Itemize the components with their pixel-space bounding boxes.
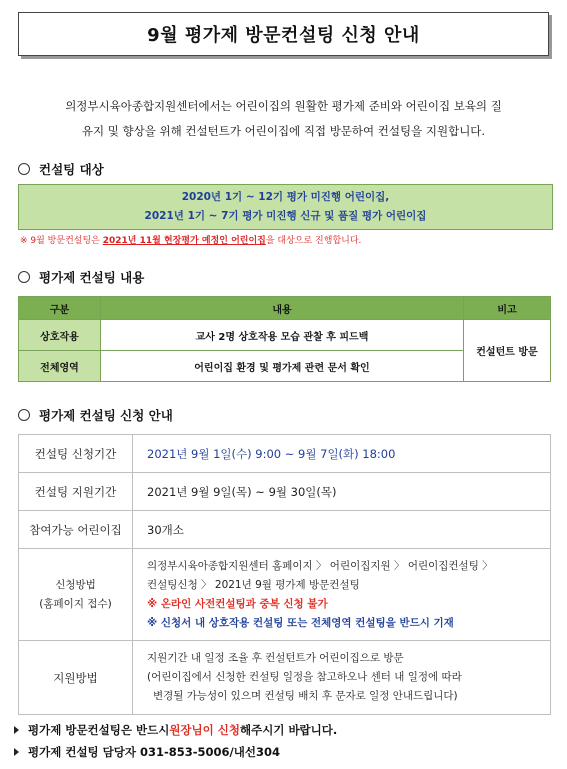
note-text: ※ 9월 방문컨설팅은 [20,236,103,246]
table-row [19,473,551,511]
target-line: 2020년 1기 ~ 12기 평가 미진행 어린이집, [181,191,390,203]
footer-text: 해주시기 바랍니다. [240,723,338,737]
value-line: 컨설팅신청 〉 2021년 9월 평가제 방문컨설팅 [147,578,360,591]
section-content-heading [18,268,144,286]
circle-bullet-icon [18,163,30,175]
table-cell: 컨설턴트 방문 [464,320,551,382]
footer-text: 평가제 방문컨설팅은 반드시 [28,723,170,737]
table-cell: 상호작용 [19,320,101,351]
apply-table [18,434,551,715]
row-value: 30개소 [133,511,551,549]
table-cell: 전체영역 [19,351,101,382]
table-row [19,320,551,351]
target-note [20,233,361,246]
notice-line: ※ 신청서 내 상호작용 컨설팅 또는 전체영역 컨설팅을 반드시 기재 [147,616,454,629]
row-value [133,549,551,641]
note-text: 을 대상으로 진행합니다. [265,236,362,246]
section-title: 평가제 컨설팅 내용 [39,270,145,285]
section-target-heading [18,160,104,178]
value-line: 변경될 가능성이 있으며 컨설팅 배치 후 문자로 일정 안내드립니다) [153,690,458,702]
table-row [19,549,551,641]
label-line: 신청방법 [55,578,96,591]
circle-bullet-icon [18,409,30,421]
target-line: 2021년 1기 ~ 7기 평가 미진행 신규 및 품질 평가 어린이집 [144,210,427,222]
intro-line: 의정부시육아종합지원센터에서는 어린이집의 원활한 평가제 준비와 어린이집 보육의 질 [65,99,502,113]
intro-line: 유지 및 향상을 위해 컨설턴트가 어린이집에 직접 방문하여 컨설팅을 지원합니다. [81,124,486,138]
value-line: 의정부시육아종합지원센터 홈페이지 〉 어린이집지원 〉 어린이집컨설팅 〉 [147,559,493,572]
table-header-row [19,297,551,320]
footer-line [14,744,280,760]
circle-bullet-icon [18,271,30,283]
content-table [18,296,551,382]
column-header: 내용 [101,297,464,320]
table-row [19,435,551,473]
footer-emphasis: 원장님이 신청 [169,723,240,737]
value-line: 지원기간 내 일정 조율 후 컨설턴트가 어린이집으로 방문 [147,652,404,664]
row-label [19,549,133,641]
warning-line: ※ 온라인 사전컨설팅과 중복 신청 불가 [147,597,328,610]
row-label: 지원방법 [19,641,133,715]
page-title: 9월 평가제 방문컨설팅 신청 안내 [18,12,549,56]
footer-text: 평가제 컨설팅 담당자 031-853-5006/내선304 [28,745,280,759]
row-value: 2021년 9월 1일(수) 9:00 ~ 9월 7일(화) 18:00 [133,435,551,473]
table-cell: 어린이집 환경 및 평가제 관련 문서 확인 [101,351,464,382]
intro-text [20,94,547,144]
column-header: 비고 [464,297,551,320]
table-row [19,511,551,549]
row-label: 참여가능 어린이집 [19,511,133,549]
arrow-bullet-icon [14,726,19,734]
column-header: 구분 [19,297,101,320]
arrow-bullet-icon [14,748,19,756]
row-label: 컨설팅 지원기간 [19,473,133,511]
row-label: 컨설팅 신청기간 [19,435,133,473]
value-line: (어린이집에서 신청한 컨설팅 일정을 참고하오나 센터 내 일정에 따라 [147,671,462,683]
footer-line [14,722,337,738]
label-line: (홈페이지 접수) [39,597,112,610]
section-apply-heading [18,406,173,424]
section-title: 컨설팅 대상 [39,162,104,177]
row-value [133,641,551,715]
table-row [19,641,551,715]
section-title: 평가제 컨설팅 신청 안내 [39,408,173,423]
row-value: 2021년 9월 9일(목) ~ 9월 30일(목) [133,473,551,511]
target-box [18,184,553,230]
note-emphasis: 2021년 11월 현장평가 예정인 어린이집 [102,236,266,246]
table-cell: 교사 2명 상호작용 모습 관찰 후 피드백 [101,320,464,351]
